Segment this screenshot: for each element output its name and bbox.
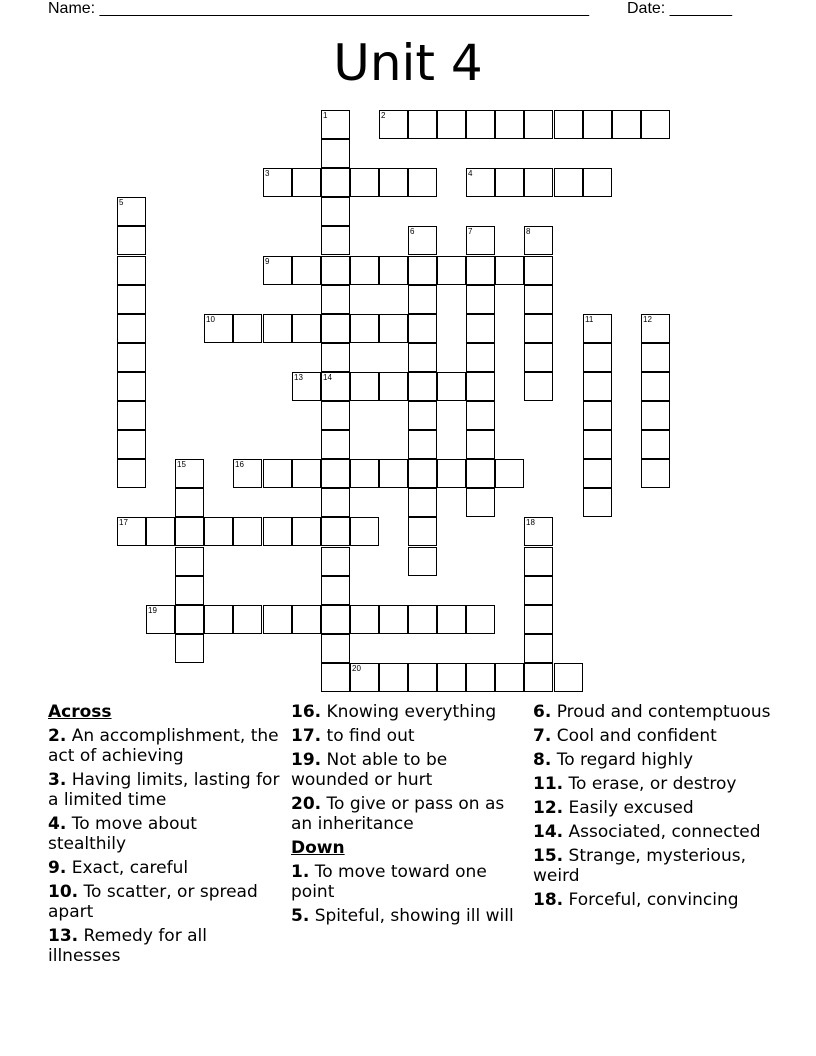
- grid-cell[interactable]: [583, 401, 612, 430]
- clue-item-text: Proud and contemptuous: [556, 702, 771, 722]
- grid-cell[interactable]: [292, 459, 321, 488]
- clue-item-number: 13.: [48, 926, 79, 946]
- clue-item: [533, 822, 773, 842]
- grid-cell[interactable]: [408, 110, 437, 139]
- grid-cell[interactable]: [321, 547, 350, 576]
- clue-section-heading: Down: [291, 838, 345, 858]
- clue-number: 6: [410, 227, 415, 236]
- grid-cell[interactable]: [466, 343, 495, 372]
- grid-cell[interactable]: [437, 459, 466, 488]
- grid-cell[interactable]: [641, 110, 670, 139]
- grid-cell[interactable]: [408, 401, 437, 430]
- grid-cell[interactable]: [263, 459, 292, 488]
- grid-cell[interactable]: [321, 197, 350, 226]
- grid-cell[interactable]: [321, 110, 350, 139]
- grid-cell[interactable]: [321, 663, 350, 692]
- grid-cell[interactable]: [117, 285, 146, 314]
- grid-cell[interactable]: [524, 605, 553, 634]
- grid-cell[interactable]: [466, 430, 495, 459]
- grid-cell[interactable]: [350, 663, 379, 692]
- grid-cell[interactable]: [466, 663, 495, 692]
- clues-column-3: [533, 702, 773, 914]
- grid-cell[interactable]: [117, 226, 146, 255]
- clue-number: 4: [468, 169, 473, 178]
- date-field-label[interactable]: Date: _______: [627, 0, 732, 17]
- grid-cell[interactable]: [321, 256, 350, 285]
- grid-cell[interactable]: [583, 430, 612, 459]
- grid-cell[interactable]: [233, 517, 262, 546]
- grid-cell[interactable]: [263, 605, 292, 634]
- clue-number: 8: [526, 227, 531, 236]
- grid-cell[interactable]: [321, 285, 350, 314]
- grid-cell[interactable]: [263, 517, 292, 546]
- grid-cell[interactable]: [408, 256, 437, 285]
- grid-cell[interactable]: [292, 168, 321, 197]
- grid-cell[interactable]: [583, 372, 612, 401]
- clue-item-number: 4.: [48, 814, 67, 834]
- grid-cell[interactable]: [466, 372, 495, 401]
- grid-cell[interactable]: [583, 459, 612, 488]
- clue-number: 14: [323, 373, 332, 382]
- grid-cell[interactable]: [321, 372, 350, 401]
- grid-cell[interactable]: [466, 256, 495, 285]
- clue-item-number: 2.: [48, 726, 67, 746]
- grid-cell[interactable]: [408, 372, 437, 401]
- clue-item-text: To scatter, or spread apart: [48, 882, 258, 922]
- grid-cell[interactable]: [524, 663, 553, 692]
- grid-cell[interactable]: [321, 226, 350, 255]
- grid-cell[interactable]: [350, 605, 379, 634]
- clue-number: 16: [235, 460, 244, 469]
- clue-item: [291, 906, 521, 926]
- grid-cell[interactable]: [583, 168, 612, 197]
- grid-cell[interactable]: [408, 488, 437, 517]
- grid-cell[interactable]: [204, 605, 233, 634]
- grid-cell[interactable]: [641, 459, 670, 488]
- grid-cell[interactable]: [495, 663, 524, 692]
- grid-cell[interactable]: [175, 488, 204, 517]
- clue-item-number: 10.: [48, 882, 79, 902]
- clue-item-text: Knowing everything: [326, 702, 497, 722]
- clue-item-text: Remedy for all illnesses: [48, 926, 207, 966]
- grid-cell[interactable]: [466, 401, 495, 430]
- grid-cell[interactable]: [466, 488, 495, 517]
- clue-number: 18: [526, 518, 535, 527]
- clue-number: 5: [119, 198, 124, 207]
- grid-cell[interactable]: [263, 314, 292, 343]
- grid-cell[interactable]: [175, 576, 204, 605]
- grid-cell[interactable]: [408, 663, 437, 692]
- clue-item: [533, 890, 773, 910]
- clue-item-text: Cool and confident: [556, 726, 717, 746]
- grid-cell[interactable]: [408, 168, 437, 197]
- grid-cell[interactable]: [321, 139, 350, 168]
- grid-cell[interactable]: [321, 634, 350, 663]
- clue-item: [533, 774, 773, 794]
- clue-number: 10: [206, 315, 215, 324]
- clue-number: 20: [352, 664, 361, 673]
- grid-cell[interactable]: [321, 168, 350, 197]
- grid-cell[interactable]: [408, 285, 437, 314]
- grid-cell[interactable]: [117, 401, 146, 430]
- grid-cell[interactable]: [321, 430, 350, 459]
- clue-item: [48, 858, 280, 878]
- grid-cell[interactable]: [554, 110, 583, 139]
- grid-cell[interactable]: [350, 168, 379, 197]
- grid-cell[interactable]: [524, 576, 553, 605]
- grid-cell[interactable]: [204, 517, 233, 546]
- grid-cell[interactable]: [641, 343, 670, 372]
- grid-cell[interactable]: [379, 314, 408, 343]
- clue-item-number: 5.: [291, 906, 310, 926]
- grid-cell[interactable]: [233, 459, 262, 488]
- grid-cell[interactable]: [321, 401, 350, 430]
- clue-item: [533, 798, 773, 818]
- grid-cell[interactable]: [437, 110, 466, 139]
- clue-number: 12: [643, 315, 652, 324]
- grid-cell[interactable]: [408, 343, 437, 372]
- grid-cell[interactable]: [495, 459, 524, 488]
- grid-cell[interactable]: [321, 314, 350, 343]
- grid-cell[interactable]: [350, 256, 379, 285]
- grid-cell[interactable]: [524, 226, 553, 255]
- grid-cell[interactable]: [292, 517, 321, 546]
- clue-item-number: 7.: [533, 726, 552, 746]
- grid-cell[interactable]: [117, 343, 146, 372]
- clue-item-number: 6.: [533, 702, 552, 722]
- grid-cell[interactable]: [466, 168, 495, 197]
- grid-cell[interactable]: [117, 459, 146, 488]
- clue-item: [533, 726, 773, 746]
- grid-cell[interactable]: [641, 401, 670, 430]
- grid-cell[interactable]: [117, 430, 146, 459]
- clue-item-text: To erase, or destroy: [568, 774, 737, 794]
- clue-item-number: 11.: [533, 774, 564, 794]
- grid-cell[interactable]: [175, 634, 204, 663]
- grid-cell[interactable]: [524, 343, 553, 372]
- clue-number: 15: [177, 460, 186, 469]
- clue-item-number: 16.: [291, 702, 322, 722]
- grid-cell[interactable]: [379, 605, 408, 634]
- grid-cell[interactable]: [321, 459, 350, 488]
- grid-cell[interactable]: [437, 663, 466, 692]
- clue-item-number: 17.: [291, 726, 322, 746]
- clue-item: [291, 750, 521, 790]
- grid-cell[interactable]: [379, 663, 408, 692]
- grid-cell[interactable]: [175, 605, 204, 634]
- grid-cell[interactable]: [233, 605, 262, 634]
- clue-item-number: 20.: [291, 794, 322, 814]
- grid-cell[interactable]: [379, 372, 408, 401]
- clue-item-number: 18.: [533, 890, 564, 910]
- name-field-label[interactable]: Name: _______________________________________________________: [48, 0, 589, 17]
- clue-item: [48, 770, 280, 810]
- grid-cell[interactable]: [466, 110, 495, 139]
- clue-item-text: Forceful, convincing: [568, 890, 739, 910]
- grid-cell[interactable]: [233, 314, 262, 343]
- grid-cell[interactable]: [524, 168, 553, 197]
- grid-cell[interactable]: [524, 285, 553, 314]
- grid-cell[interactable]: [408, 314, 437, 343]
- grid-cell[interactable]: [408, 517, 437, 546]
- clue-item-text: To move toward one point: [291, 862, 487, 902]
- grid-cell[interactable]: [524, 110, 553, 139]
- grid-cell[interactable]: [292, 605, 321, 634]
- grid-cell[interactable]: [583, 314, 612, 343]
- grid-cell[interactable]: [583, 488, 612, 517]
- grid-cell[interactable]: [321, 605, 350, 634]
- grid-cell[interactable]: [263, 256, 292, 285]
- grid-cell[interactable]: [117, 314, 146, 343]
- clue-item-text: to find out: [326, 726, 415, 746]
- grid-cell[interactable]: [117, 197, 146, 226]
- clue-item-number: 14.: [533, 822, 564, 842]
- clue-item: [533, 750, 773, 770]
- grid-cell[interactable]: [292, 372, 321, 401]
- grid-cell[interactable]: [583, 343, 612, 372]
- clue-item: [291, 726, 521, 746]
- clue-item-text: To move about stealthily: [48, 814, 197, 854]
- grid-cell[interactable]: [321, 576, 350, 605]
- grid-cell[interactable]: [350, 459, 379, 488]
- clue-item-text: To give or pass on as an inheritance: [291, 794, 505, 834]
- clue-item-number: 15.: [533, 846, 564, 866]
- clues-column-2: [291, 702, 521, 930]
- grid-cell[interactable]: [641, 314, 670, 343]
- grid-cell[interactable]: [292, 314, 321, 343]
- grid-cell[interactable]: [524, 547, 553, 576]
- grid-cell[interactable]: [437, 372, 466, 401]
- grid-cell[interactable]: [408, 430, 437, 459]
- clue-item-text: Exact, careful: [71, 858, 189, 878]
- grid-cell[interactable]: [524, 372, 553, 401]
- grid-cell[interactable]: [466, 226, 495, 255]
- grid-cell[interactable]: [292, 256, 321, 285]
- grid-cell[interactable]: [524, 314, 553, 343]
- clue-number: 13: [294, 373, 303, 382]
- grid-cell[interactable]: [146, 517, 175, 546]
- grid-cell[interactable]: [641, 372, 670, 401]
- grid-cell[interactable]: [408, 226, 437, 255]
- grid-cell[interactable]: [495, 256, 524, 285]
- clue-number: 1: [323, 111, 328, 120]
- clue-item-text: Strange, mysterious, weird: [533, 846, 746, 886]
- clue-item: [291, 794, 521, 834]
- grid-cell[interactable]: [379, 256, 408, 285]
- grid-cell[interactable]: [466, 459, 495, 488]
- grid-cell[interactable]: [641, 430, 670, 459]
- clue-number: 17: [119, 518, 128, 527]
- grid-cell[interactable]: [175, 517, 204, 546]
- clue-number: 2: [381, 111, 386, 120]
- grid-cell[interactable]: [204, 314, 233, 343]
- clue-number: 19: [148, 606, 157, 615]
- grid-cell[interactable]: [350, 314, 379, 343]
- grid-cell[interactable]: [117, 256, 146, 285]
- grid-cell[interactable]: [263, 168, 292, 197]
- clue-item-number: 12.: [533, 798, 564, 818]
- clue-section-heading: Across: [48, 702, 112, 722]
- clue-item-number: 8.: [533, 750, 552, 770]
- grid-cell[interactable]: [583, 110, 612, 139]
- clue-item-number: 19.: [291, 750, 322, 770]
- grid-cell[interactable]: [117, 517, 146, 546]
- grid-cell[interactable]: [321, 517, 350, 546]
- grid-cell[interactable]: [437, 256, 466, 285]
- clue-item-text: Having limits, lasting for a limited time: [48, 770, 280, 810]
- grid-cell[interactable]: [379, 110, 408, 139]
- clue-item-text: An accomplishment, the act of achieving: [48, 726, 279, 766]
- clue-item: [48, 926, 280, 966]
- grid-cell[interactable]: [350, 517, 379, 546]
- grid-cell[interactable]: [524, 517, 553, 546]
- clue-number: 9: [265, 257, 270, 266]
- grid-cell[interactable]: [379, 168, 408, 197]
- clue-item-number: 1.: [291, 862, 310, 882]
- grid-cell[interactable]: [408, 605, 437, 634]
- clue-item: [291, 702, 521, 722]
- clue-number: 11: [585, 315, 594, 324]
- grid-cell[interactable]: [146, 605, 175, 634]
- grid-cell[interactable]: [466, 314, 495, 343]
- clue-item: [48, 882, 280, 922]
- grid-cell[interactable]: [321, 343, 350, 372]
- clue-number: 3: [265, 169, 270, 178]
- clue-item-text: Not able to be wounded or hurt: [291, 750, 448, 790]
- grid-cell[interactable]: [437, 605, 466, 634]
- grid-cell[interactable]: [350, 372, 379, 401]
- grid-cell[interactable]: [379, 459, 408, 488]
- clue-item-text: To regard highly: [556, 750, 694, 770]
- page-title: Unit 4: [333, 34, 483, 92]
- grid-cell[interactable]: [466, 285, 495, 314]
- grid-cell[interactable]: [524, 256, 553, 285]
- clue-item-text: Spiteful, showing ill will: [314, 906, 514, 926]
- clues-column-1: [48, 702, 280, 970]
- clue-item-number: 9.: [48, 858, 67, 878]
- grid-cell[interactable]: [175, 547, 204, 576]
- clue-item: [291, 862, 521, 902]
- grid-cell[interactable]: [117, 372, 146, 401]
- grid-cell[interactable]: [321, 488, 350, 517]
- grid-cell[interactable]: [524, 634, 553, 663]
- grid-cell[interactable]: [554, 663, 583, 692]
- grid-cell[interactable]: [408, 547, 437, 576]
- clue-item-text: Easily excused: [568, 798, 694, 818]
- clue-number: 7: [468, 227, 473, 236]
- grid-cell[interactable]: [612, 110, 641, 139]
- clue-item-text: Associated, connected: [568, 822, 761, 842]
- grid-cell[interactable]: [408, 459, 437, 488]
- clue-item: [533, 702, 773, 722]
- clue-item-number: 3.: [48, 770, 67, 790]
- grid-cell[interactable]: [175, 459, 204, 488]
- grid-cell[interactable]: [466, 605, 495, 634]
- grid-cell[interactable]: [495, 168, 524, 197]
- clue-item: [48, 814, 280, 854]
- grid-cell[interactable]: [495, 110, 524, 139]
- clue-item: [533, 846, 773, 886]
- grid-cell[interactable]: [554, 168, 583, 197]
- clue-item: [48, 726, 280, 766]
